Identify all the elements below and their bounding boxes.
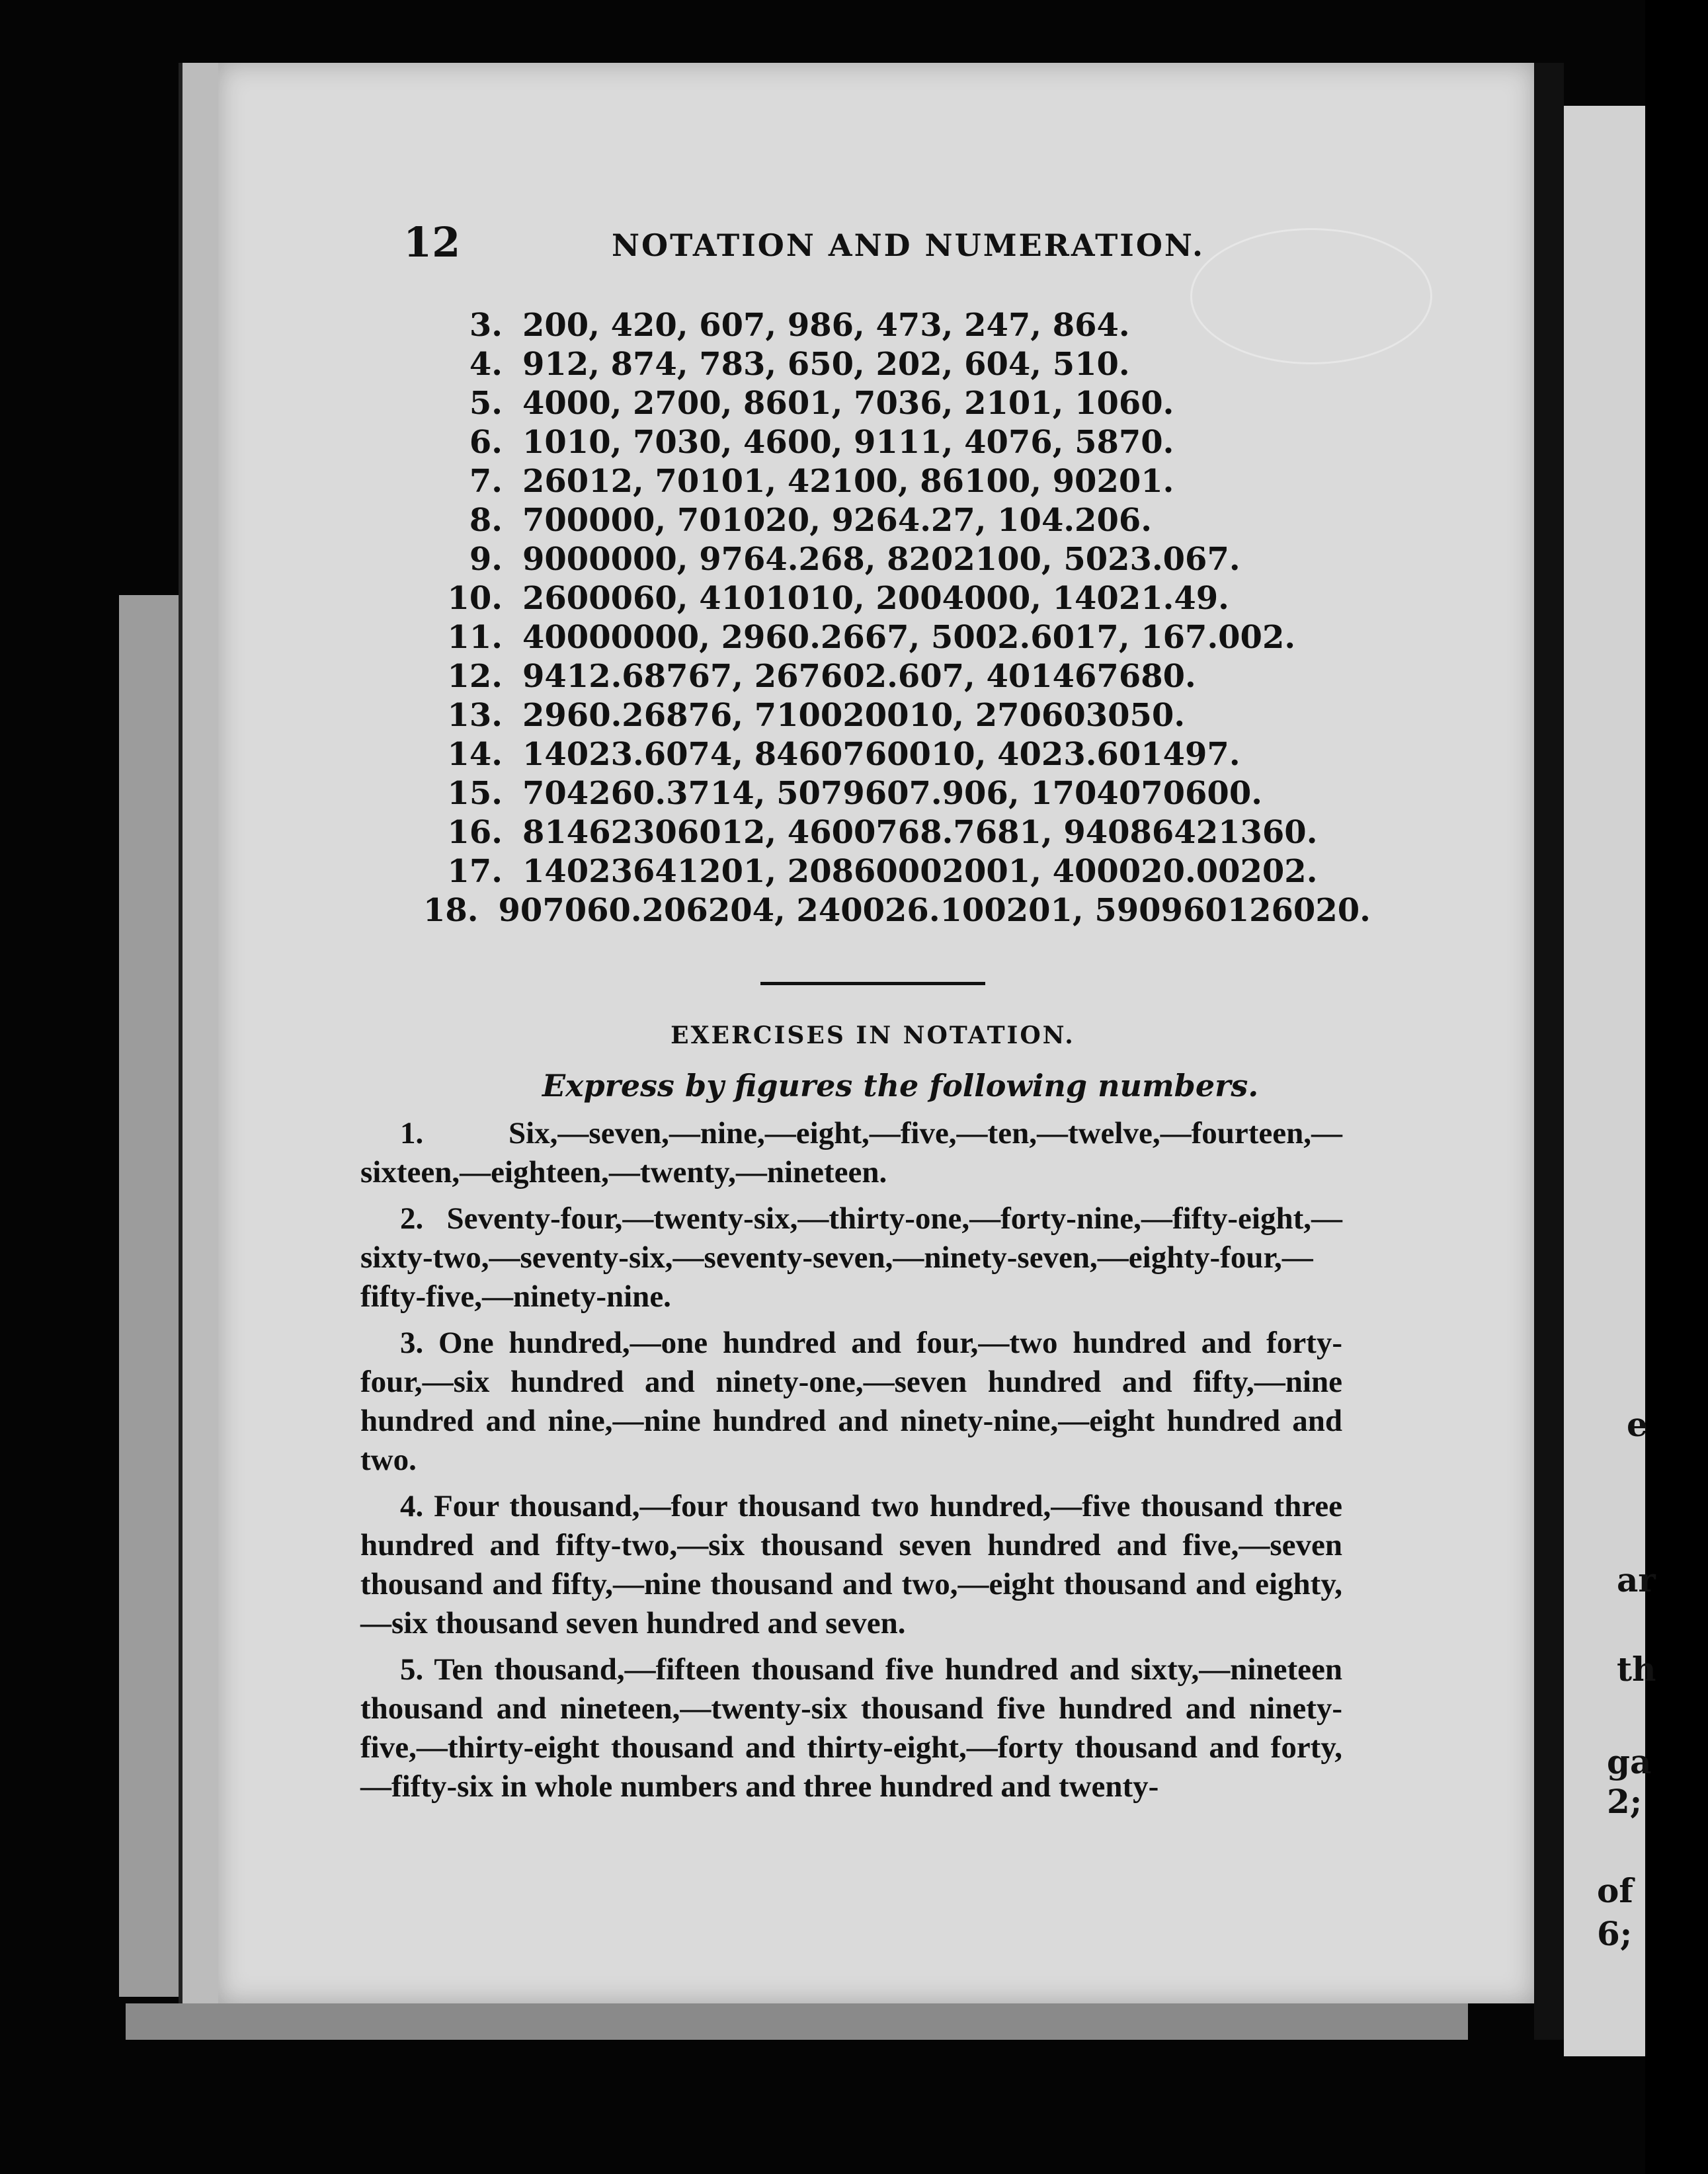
list-item	[423, 618, 1349, 657]
running-head: NOTATION AND NUMERATION.	[612, 227, 1205, 263]
list-item	[423, 423, 1349, 462]
item-number: 17.	[447, 852, 503, 890]
page-header	[403, 218, 1488, 278]
item-text: 200, 420, 607, 986, 473, 247, 864.	[522, 306, 1130, 344]
numeration-list	[423, 305, 1371, 930]
section-subheading: Express by figures the following numbers.	[542, 1068, 1259, 1104]
item-number: 12.	[447, 657, 503, 695]
item-text: 700000, 701020, 9264.27, 104.206.	[522, 501, 1152, 539]
adjacent-page-fragment: ar	[1617, 1560, 1656, 1599]
item-number: 11.	[447, 618, 503, 656]
item-number: 10.	[447, 579, 503, 617]
item-text: 4000, 2700, 8601, 7036, 2101, 1060.	[522, 384, 1174, 422]
item-text: 1010, 7030, 4600, 9111, 4076, 5870.	[522, 423, 1174, 461]
exercise-paragraph: 1. Six,—seven,—nine,—eight,—five,—ten,—twelve,—fourteen,—sixteen,—eighteen,—twenty,—nineteen.	[360, 1116, 1342, 1189]
page-bottom-edge	[126, 2003, 1468, 2040]
item-number: 14.	[447, 735, 503, 773]
adjacent-page	[1564, 106, 1656, 2056]
list-item	[423, 852, 1349, 891]
item-number: 13.	[447, 696, 503, 734]
item-number: 5.	[469, 384, 503, 422]
exercise-paragraph: 5. Ten thousand,—fifteen thousand five hundred and sixty,—nineteen thousand and nineteen,—twenty-six thousand five hundred and ninety-five,—thirty-eight thousand and thirty-eight,—forty thousand and forty,—fifty-six in whole numbers and three hundred and twenty-	[360, 1652, 1342, 1804]
adjacent-page-fragment: 2;	[1607, 1782, 1643, 1821]
item-text: 40000000, 2960.2667, 5002.6017, 167.002.	[522, 618, 1296, 656]
item-number: 4.	[469, 345, 503, 383]
item-text: 912, 874, 783, 650, 202, 604, 510.	[522, 345, 1130, 383]
item-number: 9.	[469, 540, 503, 578]
adjacent-page-fragment: ga	[1607, 1742, 1652, 1781]
list-item	[423, 579, 1349, 618]
adjacent-page-fragment: of	[1597, 1871, 1633, 1910]
item-text: 14023.6074, 8460760010, 4023.601497.	[522, 735, 1240, 773]
exercise-paragraph: 3. One hundred,—one hundred and four,—two hundred and forty-four,—six hundred and ninety-one,—seven hundred and fifty,—nine hundred and nine,—nine hundred and ninety-nine,—eight hundred and two.	[360, 1326, 1342, 1477]
list-item	[423, 462, 1349, 501]
item-text: 2600060, 4101010, 2004000, 14021.49.	[522, 579, 1229, 617]
list-item	[423, 696, 1349, 735]
item-text: 26012, 70101, 42100, 86100, 90201.	[522, 462, 1174, 500]
item-number: 16.	[447, 813, 503, 851]
item-text: 9412.68767, 267602.607, 401467680.	[522, 657, 1196, 695]
list-item	[423, 540, 1349, 579]
adjacent-page-fragment: e	[1627, 1405, 1648, 1444]
item-number: 6.	[469, 423, 503, 461]
page-number: 12	[403, 218, 461, 266]
list-item	[423, 344, 1349, 383]
item-number: 3.	[469, 306, 503, 344]
item-text: 2960.26876, 710020010, 270603050.	[522, 696, 1186, 734]
item-text: 81462306012, 4600768.7681, 94086421360.	[522, 813, 1318, 851]
list-item	[423, 774, 1349, 813]
page-stack-edge	[119, 595, 179, 1997]
list-item	[423, 383, 1349, 423]
item-number: 8.	[469, 501, 503, 539]
list-item	[423, 501, 1349, 540]
item-number: 18.	[423, 891, 479, 929]
list-item	[423, 891, 1371, 930]
item-text: 704260.3714, 5079607.906, 1704070600.	[522, 774, 1262, 812]
item-text: 14023641201, 20860002001, 400020.00202.	[522, 852, 1318, 890]
list-item	[423, 305, 1349, 344]
list-item	[423, 735, 1349, 774]
exercise-paragraph: 2. Seventy-four,—twenty-six,—thirty-one,—forty-nine,—fifty-eight,—sixty-two,—seventy-six,—seventy-seven,—ninety-seven,—eighty-four,—fifty-five,—ninety-nine.	[360, 1201, 1342, 1314]
item-text: 9000000, 9764.268, 8202100, 5023.067.	[522, 540, 1240, 578]
section-divider	[760, 982, 985, 985]
book-fold-shadow	[1534, 63, 1564, 2040]
exercise-list	[360, 1114, 1342, 1814]
item-text: 907060.206204, 240026.100201, 590960126020.	[498, 891, 1371, 929]
list-item	[423, 813, 1349, 852]
section-heading: EXERCISES IN NOTATION.	[671, 1022, 1075, 1049]
adjacent-page-fragment: 6;	[1597, 1914, 1633, 1953]
list-item	[423, 657, 1349, 696]
adjacent-page-fragment: th	[1617, 1650, 1656, 1689]
exercise-paragraph: 4. Four thousand,—four thousand two hundred,—five thousand three hundred and fifty-two,—six thousand seven hundred and five,—seven thousand and fifty,—nine thousand and two,—eight thousand and eighty,—six thousand seven hundred and seven.	[360, 1489, 1342, 1640]
item-number: 15.	[447, 774, 503, 812]
item-number: 7.	[469, 462, 503, 500]
